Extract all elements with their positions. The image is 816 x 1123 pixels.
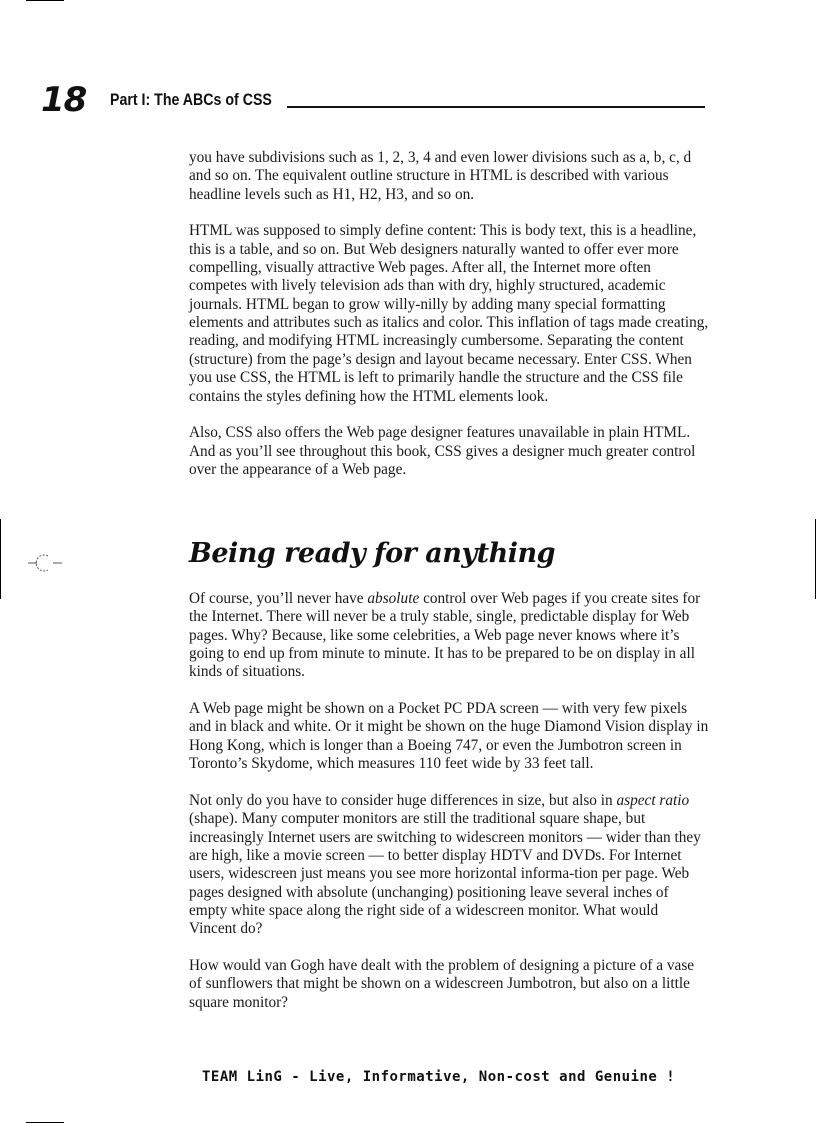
footer-credit: TEAM LinG - Live, Informative, Non-cost and Genuine ! <box>202 1069 676 1085</box>
text-run: How would van Gogh have dealt with the problem of designing a picture of a vase of sunflowers that might be shown on a widescreen Jumbotron, but also on a little square monitor? <box>189 957 695 1011</box>
paragraph <box>189 149 709 204</box>
emphasis: aspect ratio <box>616 791 690 809</box>
crop-mark-top <box>26 0 64 1</box>
text-run: control over Web pages if you create sites for the Internet. There will never be a truly stable, single, predictable display for Web pages. Why? Because, like some celebrities, a Web page never knows where it’s going to end up from minute to minute. It has to be prepared to be on display in all kinds of situations. <box>189 590 701 681</box>
text-run: (shape). Many computer monitors are still the traditional square shape, but increasingly Internet users are switching to widescreen monitors — wider than they are high, like a movie screen — to better display HDTV and DVDs. For Internet users, widescreen just means you see more horizontal informa-tion per page. Web pages designed with absolute (unchanging) positioning leave several inches of empty white space along the right side of a widescreen monitor. What would Vincent do? <box>189 810 701 938</box>
paragraph <box>189 424 709 479</box>
body-text-after-heading <box>189 590 709 1030</box>
text-run: Of course, you’ll never have <box>189 590 368 607</box>
paragraph <box>189 700 709 773</box>
registration-mark-icon <box>28 550 62 576</box>
body-text-before-heading <box>189 149 709 498</box>
header-rule <box>287 106 705 108</box>
emphasis: absolute <box>367 590 420 607</box>
text-run: Not only do you have to consider huge differences in size, but also in <box>189 791 617 809</box>
paragraph <box>189 792 709 939</box>
text-run: A Web page might be shown on a Pocket PC PDA screen — with very few pixels and in black and white. Or it might be shown on the huge Diamond Vision display in Hong Kong, which is longer than a Boeing 747, or even the Jumbotron screen in Toronto’s Skydome, which measures 110 feet wide by 33 feet tall. <box>189 700 709 773</box>
margin-rule-left <box>0 519 1 599</box>
paragraph <box>189 590 709 682</box>
paragraph <box>189 957 709 1012</box>
section-heading: Being ready for anything <box>189 538 555 569</box>
text-run: Also, CSS also offers the Web page designer features unavailable in plain HTML. And as you’ll see throughout this book, CSS gives a designer much greater control over the appearance of a Web page. <box>189 424 696 478</box>
paragraph <box>189 222 709 405</box>
running-head: Part I: The ABCs of CSS <box>110 91 272 109</box>
page-number: 18 <box>41 80 87 120</box>
text-run: HTML was supposed to simply define content: This is body text, this is a headline, this is a table, and so on. But Web designers naturally wanted to offer ever more compelling, visually attractive Web pages. After all, the Internet more often competes with lively television ads than with dry, highly structured, academic journals. HTML began to grow willy-nilly by adding many special formatting elements and attributes such as italics and color. This inflation of tags made creating, reading, and modifying HTML increasingly cumbersome. Separating the content (structure) from the page’s design and layout became necessary. Enter CSS. When you use CSS, the HTML is left to primarily handle the structure and the CSS file contains the styles defining how the HTML elements look. <box>189 222 709 405</box>
text-run: you have subdivisions such as 1, 2, 3, 4 and even lower divisions such as a, b, c, d and so on. The equivalent outline structure in HTML is described with various headline levels such as H1, H2, H3, and so on. <box>189 149 692 203</box>
